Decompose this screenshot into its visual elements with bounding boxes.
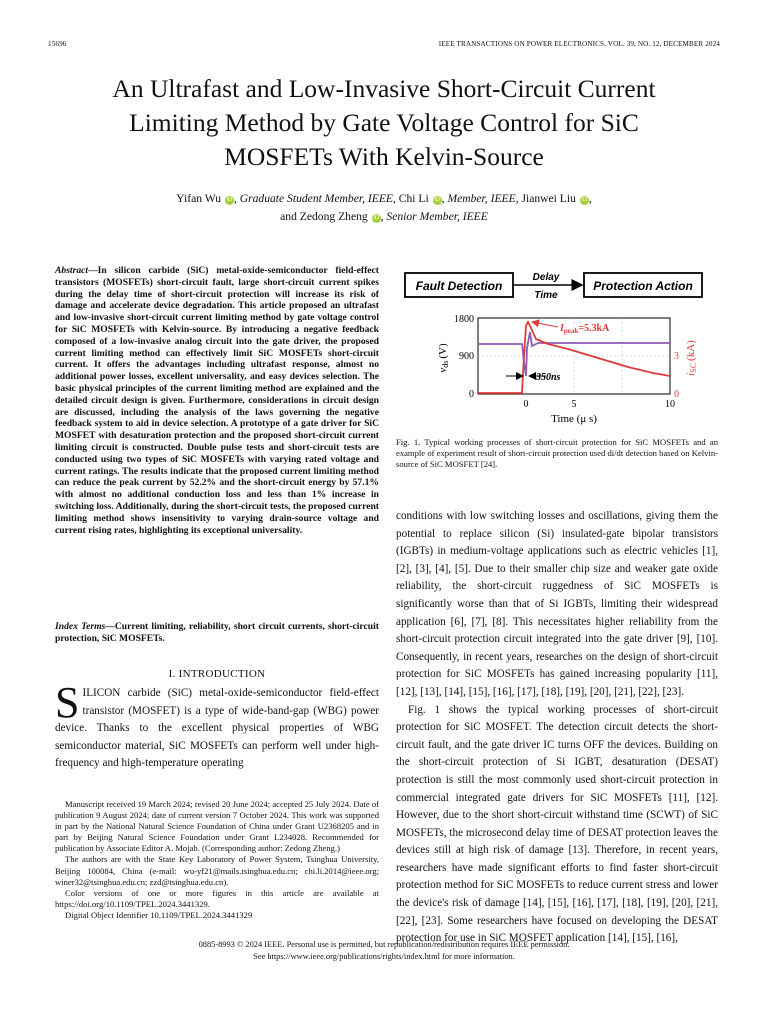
abstract-lead: Abstract: [55, 265, 89, 276]
index-terms: [55, 621, 379, 645]
title-line-1: An Ultrafast and Low-Invasive Short-Circuit Current: [112, 74, 656, 103]
author-role: Graduate Student Member, IEEE: [239, 192, 393, 205]
page-number: 15696: [48, 40, 67, 48]
y-tick: 1800: [454, 314, 474, 325]
abstract-text: —In silicon carbide (SiC) metal-oxide-semiconductor field-effect transistors (MOSFETs) short-circuit fault, large short-circuit current spikes during the delay time of short-circuit protection will increase its risk of damage and accelerate device degradation. This article proposed an ultrafast and low-invasive short-circuit current limiting method by gate voltage control for SiC MOSFETs with Kelvin-source. By introducing a negative feedback composed of a low-invasive analog circuit into the gate driver, the proposed current limiting method can effectively limit SiC MOSFETs short-circuit current. It offers the advantages including ultrafast response, almost no additional power losses, excellent universality, and easy devices selection. The basic physical principles of the current limiting method are explained and the detailed circuit design is given. Furthermore, considerations in circuit design are discussed, including the analysis of the laws governing the negative feedback system to aid in device selection. A prototype of a gate driver for SiC MOSFET with desaturation protection and the proposed short-circuit current limiting circuit is constructed. Double pulse tests and short-circuit tests are conducted using two types of SiC MOSFETs with varying rated voltage and current ratings. The results indicate that the proposed current limiting method can reduce the peak current by 52.2% and the short-circuit energy by 57.1% with almost no additional conduction loss and less than 1% increase in switching loss. Additionally, during the short-circuit tests, the proposed current limiting method shows insensitivity to varying drain-source voltage and current rising rates, highlighting its exceptional universality.: [55, 265, 379, 536]
time-label: Time: [534, 290, 558, 301]
author-role: Member, IEEE: [447, 192, 516, 205]
dropcap: S: [55, 678, 80, 727]
x-axis-label: Time (μ s): [551, 413, 597, 425]
footnote-manuscript: Manuscript received 19 March 2024; revised 20 June 2024; accepted 25 July 2024. Date of publication 9 August 2024; date of current version 7 October 2024. This work was supported in part by the National Natural Science Foundation of China under Grant U2368205 and in part by Beijing Natural Science Foundation under Grant L234028. Recommended for publication by Associate Editor A. Mojab. (Corresponding author: Zedong Zheng.): [55, 799, 379, 854]
peak-annotation: $I_{peak}=5.3kA$: [560, 323, 610, 335]
copyright-line: 0885-8993 © 2024 IEEE. Personal use is permitted, but republication/redistribution requires IEEE permission.: [198, 940, 570, 949]
delay-label: Delay: [532, 272, 560, 283]
body-paragraph: Fig. 1 shows the typical working processes of short-circuit protection for SiC MOSFET. The detection circuit detects the short-circuit fault, and the gate driver IC turns OFF the devices. Building on the short-circuit protection of Si IGBT, desaturation (DESAT) protection is still the most commonly used short-circuit protection in commercial integrated gate drivers for SiC MOSFETs [11], [12]. However, due to the short short-circuit withstand time (SCWT) of SiC MOSFETs, the microsecond delay time of DESAT protection leaves the devices still at high risk of damage [13]. Therefore, in recent years, researchers have made significant efforts to find faster short-circuit protection method for SiC MOSFETs to reduce current stress and lower the device's risk of damage [14], [15], [16], [17], [18], [19], [20], [21], [22], [23]. Some researchers have focused on developing the DESAT protection for use in SiC MOSFET application [14], [15], [16],: [396, 703, 718, 945]
figure-caption: Fig. 1. Typical working processes of short-circuit protection for SiC MOSFETs and an example of experiment result of short-circuit protection used di/dt detection based on Kelvin-source of SiC MOSFET [24].: [396, 437, 718, 469]
x-tick: 0: [523, 399, 529, 410]
index-terms-lead: Index Terms: [55, 621, 106, 632]
footnotes: [55, 799, 379, 921]
y2-tick: 3: [674, 351, 679, 362]
x-tick: 5: [571, 399, 577, 410]
protection-action-label: Protection Action: [593, 279, 693, 293]
author-name: and Zedong Zheng: [280, 209, 368, 223]
intro-paragraph: [55, 678, 379, 773]
author-list: Yifan Wu iD , Graduate Student Member, IEEE, Chi Li iD , Member, IEEE, Jianwei Liu iD , and Zedong Zheng iD , Senior Member, IEEE: [176, 192, 592, 223]
peak-arrow: [532, 322, 558, 327]
x-tick: 10: [665, 399, 675, 410]
y-tick: 0: [469, 389, 474, 400]
title-line-2: Limiting Method by Gate Voltage Control for SiC: [129, 108, 639, 137]
abstract: [55, 265, 379, 536]
index-terms-text: —Current limiting, reliability, short circuit currents, short-circuit protection, SiC MOSFETs.: [55, 621, 379, 644]
y2-tick: 0: [674, 389, 679, 400]
orcid-icon[interactable]: iD: [434, 197, 441, 203]
section-heading: I. INTRODUCTION: [168, 668, 266, 680]
intro-text: ILICON carbide (SiC) metal-oxide-semiconductor field-effect transistor (MOSFET) is a type of wide-band-gap (WBG) power device. Thanks to the excellent physical properties of WBG semiconductor material, SiC MOSFETs can perform well under high-frequency and high-temperature operating: [55, 687, 379, 770]
footnote-affiliation: The authors are with the State Key Laboratory of Power System, Tsinghua University, Beijing 100084, China (e-mail: wu-yf21@mails.tsinghua.edu.cn; chi.li.2014@ieee.org; winer32@tsinghua.edu.cn; zzd@tsinghua.edu.cn).: [55, 854, 379, 887]
title-line-3: MOSFETs With Kelvin-Source: [224, 142, 544, 171]
body-paragraph: conditions with low switching losses and oscillations, giving them the potential to replace silicon (Si) insulated-gate bipolar transistors (IGBTs) in medium-voltage applications such as electric vehicles [1], [2], [3], [4], [5]. Due to their smaller chip size and weaker gate oxide reliability, the short-circuit ruggedness of SiC MOSFETs is significantly worse than that of Si IGBTs, limiting their widespread application [6], [7], [8]. This necessitates higher reliability from the short-circuit protection circuit integrated into the gate driver [9], [10]. Consequently, in recent years, researches on the design of short-circuit protection for SiC MOSFETs has gained increasing popularity [11], [12], [13], [14], [15], [16], [17], [18], [19], [20], [21], [22], [23].: [396, 510, 718, 698]
author-name: Jianwei Liu: [521, 192, 576, 205]
orcid-icon[interactable]: iD: [226, 197, 233, 203]
orcid-icon[interactable]: iD: [373, 214, 379, 221]
ns-label: 350ns: [536, 372, 561, 383]
fault-detection-label: Fault Detection: [415, 279, 503, 293]
y2-axis-label: iSC(kA): [685, 340, 698, 376]
footnote-doi: Digital Object Identifier 10.1109/TPEL.2024.3441329: [65, 909, 253, 920]
y-tick: 900: [459, 351, 474, 362]
orcid-icon[interactable]: iD: [581, 197, 588, 203]
author-name: Chi Li: [398, 192, 429, 205]
paper-title: [40, 72, 728, 174]
rights-link-line[interactable]: See https://www.ieee.org/publications/rights/index.html for more information.: [253, 951, 515, 961]
author-name: Yifan Wu: [176, 192, 222, 205]
right-column-body: [396, 508, 718, 948]
copyright-footer: [48, 939, 720, 962]
journal-title: IEEE TRANSACTIONS ON POWER ELECTRONICS, VOL. 39, NO. 12, DECEMBER 2024: [438, 40, 720, 48]
footnote-color: Color versions of one or more figures in this article are available at https://doi.org/10.1109/TPEL.2024.3441329.: [55, 887, 379, 909]
y-axis-label: vds(V): [437, 343, 450, 373]
author-role: Senior Member, IEEE: [386, 209, 488, 223]
figure-1: [398, 266, 716, 426]
